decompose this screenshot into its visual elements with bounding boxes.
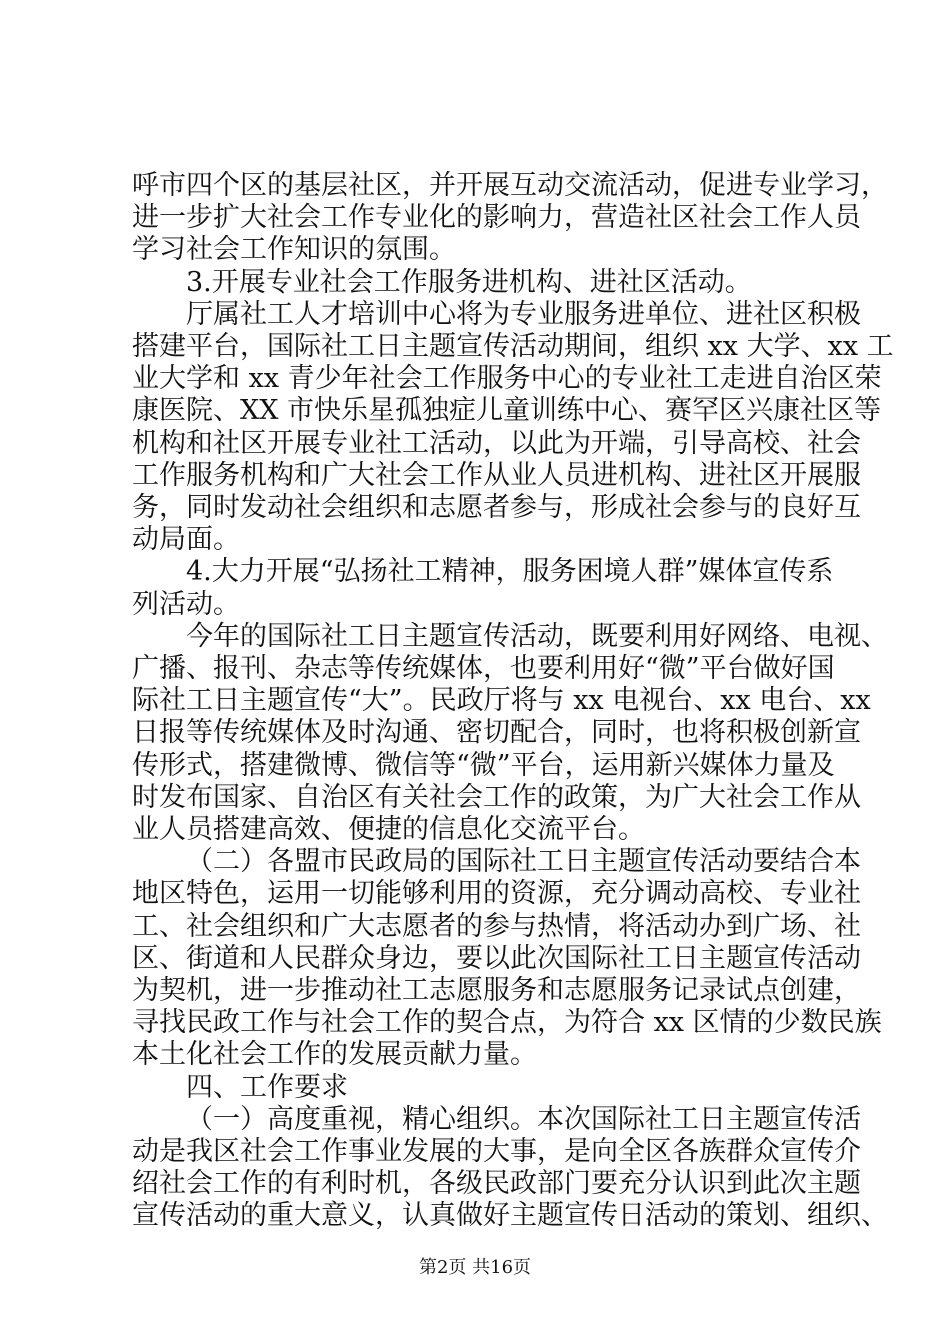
text-line: 工、社会组织和广大志愿者的参与热情，将活动办到广场、社 [132, 910, 861, 942]
text-line: 四、工作要求 [186, 1071, 348, 1103]
text-line: 4.大力开展“弘扬社工精神，服务困境人群”媒体宣传系 [186, 556, 834, 588]
text-line: 为契机，进一步推动社工志愿服务和志愿服务记录试点创建， [132, 975, 861, 1006]
text-line: 绍社会工作的有利时机，各级民政部门要充分认识到此次主题 [132, 1168, 861, 1200]
text-line: 学习社会工作知识的氛围。 [132, 234, 456, 266]
text-line: 区、街道和人民群众身边，要以此次国际社工日主题宣传活动 [132, 942, 861, 974]
text-line: 本土化社会工作的发展贡献力量。 [132, 1039, 537, 1071]
text-line: 际社工日主题宣传“大”。民政厅将与 xx 电视台、xx 电台、xx [132, 685, 871, 717]
text-line: 宣传活动的重大意义，认真做好主题宣传日活动的策划、组织、 [132, 1200, 888, 1232]
text-line: 工作服务机构和广大社会工作从业人员进机构、进社区开展服 [132, 459, 861, 491]
text-line: 时发布国家、自治区有关社会工作的政策，为广大社会工作从 [132, 781, 861, 813]
text-line: 传形式，搭建微博、微信等“微”平台，运用新兴媒体力量及 [132, 749, 835, 781]
text-line: 今年的国际社工日主题宣传活动，既要利用好网络、电视、 [186, 620, 888, 652]
text-line: 业大学和 xx 青少年社会工作服务中心的专业社工走进自治区荣 [132, 363, 882, 395]
text-line: 康医院、XX 市快乐星孤独症儿童训练中心、赛罕区兴康社区等 [132, 395, 882, 427]
text-line: 厅属社工人才培训中心将为专业服务进单位、进社区积极 [186, 298, 861, 330]
text-line: 业人员搭建高效、便捷的信息化交流平台。 [132, 814, 645, 845]
text-line: 列活动。 [132, 588, 240, 620]
text-line: 地区特色，运用一切能够利用的资源，充分调动高校、专业社 [132, 878, 861, 910]
text-line: （二）各盟市民政局的国际社工日主题宣传活动要结合本 [186, 846, 861, 878]
text-line: 呼市四个区的基层社区，并开展互动交流活动，促进专业学习， [132, 170, 888, 201]
text-line: 广播、报刊、杂志等传统媒体，也要利用好“微”平台做好国 [132, 653, 835, 684]
text-line: （一）高度重视，精心组织。本次国际社工日主题宣传活 [186, 1103, 861, 1135]
text-line: 机构和社区开展专业社工活动，以此为开端，引导高校、社会 [132, 427, 861, 459]
page-footer: 第2页 共16页 [418, 1257, 532, 1278]
text-line: 寻找民政工作与社会工作的契合点，为符合 xx 区情的少数民族 [132, 1007, 882, 1039]
text-line: 务，同时发动社会组织和志愿者参与，形成社会参与的良好互 [132, 492, 861, 523]
text-line: 日报等传统媒体及时沟通、密切配合，同时，也将积极创新宣 [132, 717, 861, 749]
text-line: 动是我区社会工作事业发展的大事，是向全区各族群众宣传介 [132, 1136, 861, 1167]
text-line: 动局面。 [132, 524, 240, 556]
text-line: 搭建平台，国际社工日主题宣传活动期间，组织 xx 大学、xx 工 [132, 331, 894, 362]
text-line: 3.开展专业社会工作服务进机构、进社区活动。 [186, 266, 752, 298]
text-line: 进一步扩大社会工作专业化的影响力，营造社区社会工作人员 [132, 202, 861, 234]
